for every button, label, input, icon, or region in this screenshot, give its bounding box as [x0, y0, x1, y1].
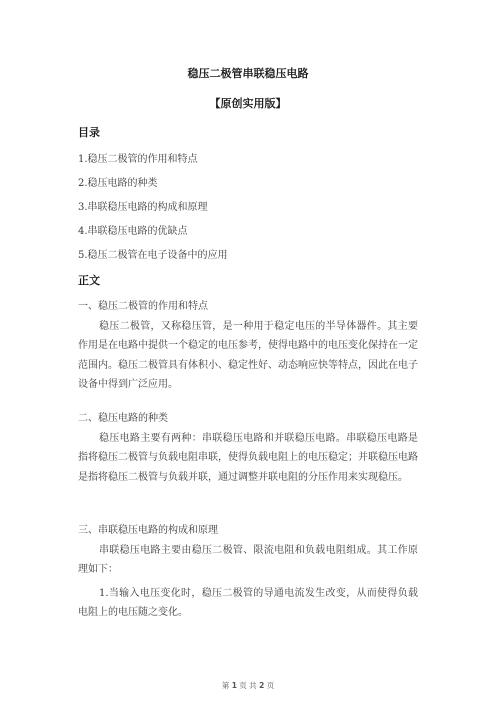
footer-suffix: 页 — [266, 681, 275, 690]
toc-heading: 目录 — [78, 126, 100, 139]
toc-item-1: 1.稳压二极管的作用和特点 — [78, 154, 198, 165]
section-1-title: 一、稳压二极管的作用和特点 — [78, 301, 208, 312]
toc-item-2: 2.稳压电路的种类 — [78, 178, 158, 189]
section-2-title: 二、稳压电路的种类 — [78, 413, 168, 424]
footer-total-pages: 2 — [259, 681, 265, 690]
toc-item-3: 3.串联稳压电路的构成和原理 — [78, 202, 208, 213]
section-1-paragraph: 稳压二极管，又称稳压管，是一种用于稳定电压的半导体器件。其主要作用是在电路中提供一个稳定的电压参考，使得电路中的电压变化保持在一定范围内。稳压二极管具有体积小、稳定性好、动态响应快等特点，因此在电子设备中得到广泛应用。 — [78, 321, 418, 390]
document-title: 稳压二极管串联稳压电路 — [187, 67, 309, 80]
toc-item-5: 5.稳压二极管在电子设备中的应用 — [78, 250, 228, 261]
section-3-list-item-1: 1.当输入电压变化时，稳压二极管的导通电流发生改变，从而使得负载电阻上的电压随之变化。 — [78, 588, 418, 619]
section-3-paragraph: 串联稳压电路主要由稳压二极管、限流电阻和负载电阻组成。其工作原理如下： — [78, 545, 418, 576]
footer-page-number: 1 — [231, 681, 237, 690]
body-heading: 正文 — [78, 274, 100, 287]
footer-middle: 页 共 — [239, 681, 257, 690]
document-subtitle: 【原创实用版】 — [209, 97, 287, 110]
section-3-title: 三、串联稳压电路的构成和原理 — [78, 525, 218, 536]
footer-prefix: 第 — [221, 681, 230, 690]
page-footer — [0, 680, 496, 691]
toc-item-4: 4.串联稳压电路的优缺点 — [78, 226, 188, 237]
section-2-paragraph: 稳压电路主要有两种：串联稳压电路和并联稳压电路。串联稳压电路是指将稳压二极管与负载电阻串联，使得负载电阻上的电压稳定；并联稳压电路是指将稳压二极管与负载并联，通过调整并联电阻的分压作用来实现稳压。 — [78, 433, 418, 483]
